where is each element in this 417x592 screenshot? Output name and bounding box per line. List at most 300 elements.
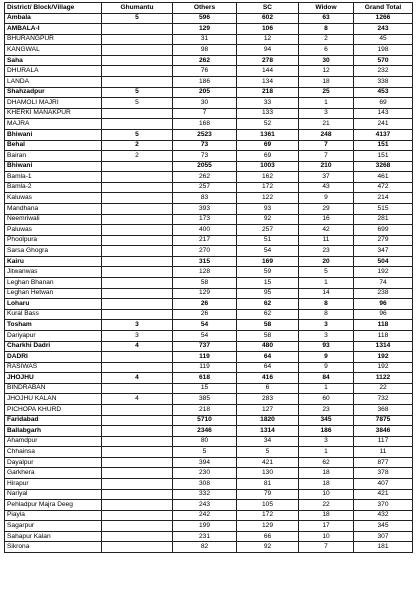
row-others-cell: 308 (173, 479, 237, 490)
row-widow-cell: 12 (299, 66, 354, 77)
row-others-cell: 173 (173, 214, 237, 225)
row-widow-cell: 16 (299, 214, 354, 225)
row-grand-total-cell: 241 (354, 119, 413, 130)
table-row (5, 341, 413, 352)
row-ghumantu-cell (102, 45, 173, 56)
row-ghumantu-cell (102, 426, 173, 437)
row-others-cell: 15 (173, 383, 237, 394)
row-widow-cell: 1 (299, 447, 354, 458)
table-row (5, 415, 413, 426)
row-others-cell: 262 (173, 172, 237, 183)
row-name-cell: BINDRABAN (5, 383, 102, 394)
row-name-cell: Sagarpur (5, 521, 102, 532)
row-name-cell: Tosham (5, 320, 102, 331)
row-grand-total-cell: 732 (354, 394, 413, 405)
row-ghumantu-cell (102, 447, 173, 458)
row-sc-cell: 12 (237, 34, 299, 45)
table-row (5, 436, 413, 447)
row-ghumantu-cell (102, 362, 173, 373)
row-sc-cell: 416 (237, 373, 299, 384)
row-sc-cell: 130 (237, 468, 299, 479)
row-others-cell: 128 (173, 267, 237, 278)
row-others-cell: 242 (173, 510, 237, 521)
row-sc-cell: 6 (237, 383, 299, 394)
row-ghumantu-cell: 4 (102, 394, 173, 405)
table-row (5, 362, 413, 373)
row-sc-cell: 79 (237, 489, 299, 500)
row-name-cell: Sahapur Kalan (5, 531, 102, 542)
row-widow-cell: 17 (299, 521, 354, 532)
row-sc-cell: 144 (237, 66, 299, 77)
header-grand-total: Grand Total (354, 3, 413, 14)
row-widow-cell: 3 (299, 330, 354, 341)
row-grand-total-cell: 11 (354, 447, 413, 458)
row-sc-cell: 169 (237, 256, 299, 267)
table-row (5, 87, 413, 98)
header-ghumantu: Ghumantu (102, 3, 173, 14)
row-name-cell: DHAMOLI MAJRI (5, 98, 102, 109)
row-widow-cell: 1 (299, 98, 354, 109)
table-row (5, 66, 413, 77)
table-row (5, 489, 413, 500)
row-ghumantu-cell: 5 (102, 13, 173, 24)
row-others-cell: 168 (173, 119, 237, 130)
row-widow-cell: 18 (299, 479, 354, 490)
row-others-cell: 2055 (173, 161, 237, 172)
table-row (5, 426, 413, 437)
table-row (5, 278, 413, 289)
row-grand-total-cell: 515 (354, 203, 413, 214)
table-row (5, 468, 413, 479)
row-others-cell: 596 (173, 13, 237, 24)
row-others-cell: 315 (173, 256, 237, 267)
row-widow-cell: 21 (299, 119, 354, 130)
row-name-cell: Dariyapur (5, 330, 102, 341)
row-ghumantu-cell (102, 542, 173, 553)
row-grand-total-cell: 143 (354, 108, 413, 119)
row-sc-cell: 66 (237, 531, 299, 542)
row-others-cell: 54 (173, 330, 237, 341)
row-grand-total-cell: 118 (354, 320, 413, 331)
row-widow-cell: 23 (299, 404, 354, 415)
row-name-cell: Bamla-2 (5, 182, 102, 193)
row-name-cell: Leghan Hetwan (5, 288, 102, 299)
row-name-cell: Kural Bass (5, 309, 102, 320)
row-sc-cell: 480 (237, 341, 299, 352)
table-row (5, 352, 413, 363)
table-row (5, 383, 413, 394)
row-widow-cell: 14 (299, 288, 354, 299)
row-ghumantu-cell: 4 (102, 373, 173, 384)
row-others-cell: 54 (173, 320, 237, 331)
row-widow-cell: 8 (299, 309, 354, 320)
row-others-cell: 618 (173, 373, 237, 384)
row-widow-cell: 42 (299, 225, 354, 236)
row-name-cell: JHOJHU (5, 373, 102, 384)
table-row (5, 24, 413, 35)
row-widow-cell: 18 (299, 77, 354, 88)
row-widow-cell: 3 (299, 108, 354, 119)
table-row (5, 373, 413, 384)
row-others-cell: 73 (173, 151, 237, 162)
table-row (5, 119, 413, 130)
table-row (5, 309, 413, 320)
row-grand-total-cell: 151 (354, 151, 413, 162)
table-row (5, 55, 413, 66)
row-others-cell: 205 (173, 87, 237, 98)
row-sc-cell: 129 (237, 521, 299, 532)
table-row (5, 531, 413, 542)
row-sc-cell: 95 (237, 288, 299, 299)
row-widow-cell: 10 (299, 531, 354, 542)
row-grand-total-cell: 461 (354, 172, 413, 183)
row-widow-cell: 9 (299, 362, 354, 373)
row-grand-total-cell: 370 (354, 500, 413, 511)
row-sc-cell: 34 (237, 436, 299, 447)
table-row (5, 151, 413, 162)
row-widow-cell: 7 (299, 151, 354, 162)
row-others-cell: 385 (173, 394, 237, 405)
row-widow-cell: 8 (299, 24, 354, 35)
row-name-cell: PICHOPA KHURD (5, 404, 102, 415)
row-grand-total-cell: 69 (354, 98, 413, 109)
table-row (5, 457, 413, 468)
row-grand-total-cell: 181 (354, 542, 413, 553)
row-grand-total-cell: 232 (354, 66, 413, 77)
row-name-cell: Jitwanwas (5, 267, 102, 278)
table-body (5, 13, 413, 552)
row-widow-cell: 7 (299, 542, 354, 553)
table-row (5, 182, 413, 193)
row-sc-cell: 69 (237, 151, 299, 162)
row-sc-cell: 58 (237, 330, 299, 341)
row-sc-cell: 257 (237, 225, 299, 236)
table-row (5, 235, 413, 246)
row-sc-cell: 81 (237, 479, 299, 490)
row-widow-cell: 37 (299, 172, 354, 183)
row-sc-cell: 172 (237, 182, 299, 193)
row-sc-cell: 162 (237, 172, 299, 183)
row-name-cell: Leghan Bhanan (5, 278, 102, 289)
row-ghumantu-cell (102, 404, 173, 415)
row-sc-cell: 1314 (237, 426, 299, 437)
row-ghumantu-cell: 2 (102, 151, 173, 162)
row-sc-cell: 94 (237, 45, 299, 56)
table-row (5, 193, 413, 204)
row-grand-total-cell: 214 (354, 193, 413, 204)
row-others-cell: 119 (173, 362, 237, 373)
row-ghumantu-cell (102, 500, 173, 511)
table-row (5, 13, 413, 24)
row-grand-total-cell: 151 (354, 140, 413, 151)
row-ghumantu-cell (102, 34, 173, 45)
row-sc-cell: 133 (237, 108, 299, 119)
row-sc-cell: 92 (237, 542, 299, 553)
row-name-cell: Sarsa Ghogra (5, 246, 102, 257)
row-sc-cell: 421 (237, 457, 299, 468)
row-ghumantu-cell (102, 225, 173, 236)
row-grand-total-cell: 699 (354, 225, 413, 236)
table-row (5, 447, 413, 458)
row-grand-total-cell: 1314 (354, 341, 413, 352)
row-name-cell: Dayalpur (5, 457, 102, 468)
row-widow-cell: 186 (299, 426, 354, 437)
row-widow-cell: 60 (299, 394, 354, 405)
table-row (5, 214, 413, 225)
row-widow-cell: 10 (299, 489, 354, 500)
row-grand-total-cell: 338 (354, 77, 413, 88)
row-widow-cell: 248 (299, 129, 354, 140)
row-grand-total-cell: 368 (354, 404, 413, 415)
table-header (5, 3, 413, 14)
table-row (5, 404, 413, 415)
row-grand-total-cell: 45 (354, 34, 413, 45)
table-row (5, 140, 413, 151)
row-name-cell: Behal (5, 140, 102, 151)
row-widow-cell: 18 (299, 468, 354, 479)
row-widow-cell: 9 (299, 193, 354, 204)
row-grand-total-cell: 421 (354, 489, 413, 500)
row-others-cell: 243 (173, 500, 237, 511)
row-others-cell: 332 (173, 489, 237, 500)
table-row (5, 542, 413, 553)
row-widow-cell: 25 (299, 87, 354, 98)
row-grand-total-cell: 345 (354, 521, 413, 532)
row-ghumantu-cell (102, 278, 173, 289)
row-grand-total-cell: 243 (354, 24, 413, 35)
row-ghumantu-cell (102, 161, 173, 172)
row-ghumantu-cell (102, 235, 173, 246)
row-grand-total-cell: 432 (354, 510, 413, 521)
table-row (5, 98, 413, 109)
row-others-cell: 5 (173, 447, 237, 458)
row-name-cell: Faridabad (5, 415, 102, 426)
table-row (5, 299, 413, 310)
row-others-cell: 400 (173, 225, 237, 236)
row-name-cell: Chhainsa (5, 447, 102, 458)
row-widow-cell: 1 (299, 383, 354, 394)
row-grand-total-cell: 96 (354, 299, 413, 310)
row-sc-cell: 122 (237, 193, 299, 204)
row-widow-cell: 63 (299, 13, 354, 24)
row-others-cell: 31 (173, 34, 237, 45)
row-widow-cell: 3 (299, 320, 354, 331)
row-others-cell: 2346 (173, 426, 237, 437)
row-name-cell: Phoolpura (5, 235, 102, 246)
row-sc-cell: 62 (237, 299, 299, 310)
row-widow-cell: 30 (299, 55, 354, 66)
row-grand-total-cell: 1122 (354, 373, 413, 384)
table-row (5, 500, 413, 511)
row-name-cell: AMBALA-I (5, 24, 102, 35)
row-others-cell: 7 (173, 108, 237, 119)
row-widow-cell: 3 (299, 436, 354, 447)
row-others-cell: 82 (173, 542, 237, 553)
beneficiary-table (4, 2, 413, 553)
row-grand-total-cell: 3846 (354, 426, 413, 437)
table-row (5, 225, 413, 236)
row-grand-total-cell: 3268 (354, 161, 413, 172)
row-name-cell: RASIWAS (5, 362, 102, 373)
row-name-cell: Kairu (5, 256, 102, 267)
table-row (5, 479, 413, 490)
row-name-cell: Ballabgarh (5, 426, 102, 437)
row-others-cell: 394 (173, 457, 237, 468)
row-name-cell: Bairan (5, 151, 102, 162)
row-sc-cell: 283 (237, 394, 299, 405)
row-grand-total-cell: 238 (354, 288, 413, 299)
row-name-cell: KHERKI MANAKPUR (5, 108, 102, 119)
table-row (5, 510, 413, 521)
table-row (5, 256, 413, 267)
row-widow-cell: 6 (299, 45, 354, 56)
table-row (5, 45, 413, 56)
row-grand-total-cell: 504 (354, 256, 413, 267)
row-others-cell: 231 (173, 531, 237, 542)
row-others-cell: 30 (173, 98, 237, 109)
row-sc-cell: 64 (237, 352, 299, 363)
row-grand-total-cell: 281 (354, 214, 413, 225)
row-ghumantu-cell (102, 521, 173, 532)
row-others-cell: 270 (173, 246, 237, 257)
row-widow-cell: 9 (299, 352, 354, 363)
row-sc-cell: 54 (237, 246, 299, 257)
table-row (5, 129, 413, 140)
row-widow-cell: 11 (299, 235, 354, 246)
row-name-cell: Nariyal (5, 489, 102, 500)
row-ghumantu-cell (102, 172, 173, 183)
row-ghumantu-cell (102, 309, 173, 320)
row-grand-total-cell: 472 (354, 182, 413, 193)
table-row (5, 246, 413, 257)
row-widow-cell: 2 (299, 34, 354, 45)
row-ghumantu-cell (102, 415, 173, 426)
row-others-cell: 58 (173, 278, 237, 289)
row-sc-cell: 51 (237, 235, 299, 246)
row-name-cell: Saha (5, 55, 102, 66)
row-others-cell: 76 (173, 66, 237, 77)
table-row (5, 108, 413, 119)
row-others-cell: 119 (173, 352, 237, 363)
row-ghumantu-cell: 3 (102, 320, 173, 331)
row-ghumantu-cell (102, 510, 173, 521)
row-sc-cell: 1820 (237, 415, 299, 426)
row-others-cell: 80 (173, 436, 237, 447)
row-sc-cell: 1361 (237, 129, 299, 140)
row-name-cell: MAJRA (5, 119, 102, 130)
row-name-cell: Neemriwali (5, 214, 102, 225)
header-row (5, 3, 413, 14)
row-ghumantu-cell (102, 77, 173, 88)
table-row (5, 288, 413, 299)
row-ghumantu-cell (102, 24, 173, 35)
row-sc-cell: 105 (237, 500, 299, 511)
row-sc-cell: 106 (237, 24, 299, 35)
row-widow-cell: 29 (299, 203, 354, 214)
row-ghumantu-cell: 5 (102, 129, 173, 140)
row-ghumantu-cell (102, 246, 173, 257)
header-others: Others (173, 3, 237, 14)
row-name-cell: Hirapur (5, 479, 102, 490)
table-row (5, 394, 413, 405)
table-row (5, 77, 413, 88)
row-sc-cell: 52 (237, 119, 299, 130)
row-grand-total-cell: 198 (354, 45, 413, 56)
row-ghumantu-cell (102, 383, 173, 394)
row-ghumantu-cell (102, 267, 173, 278)
row-widow-cell: 62 (299, 457, 354, 468)
row-others-cell: 73 (173, 140, 237, 151)
row-name-cell: DHURALA (5, 66, 102, 77)
row-grand-total-cell: 407 (354, 479, 413, 490)
row-others-cell: 5710 (173, 415, 237, 426)
row-grand-total-cell: 453 (354, 87, 413, 98)
row-name-cell: Mandhana (5, 203, 102, 214)
table-row (5, 203, 413, 214)
row-grand-total-cell: 118 (354, 330, 413, 341)
header-widow: Widow (299, 3, 354, 14)
row-grand-total-cell: 192 (354, 352, 413, 363)
row-widow-cell: 5 (299, 267, 354, 278)
row-name-cell: Sikrona (5, 542, 102, 553)
row-ghumantu-cell (102, 479, 173, 490)
row-others-cell: 737 (173, 341, 237, 352)
row-sc-cell: 127 (237, 404, 299, 415)
row-ghumantu-cell: 5 (102, 98, 173, 109)
row-grand-total-cell: 877 (354, 457, 413, 468)
row-name-cell: KANGWAL (5, 45, 102, 56)
row-name-cell: Garkhera (5, 468, 102, 479)
row-widow-cell: 22 (299, 500, 354, 511)
row-name-cell: Shahzadpur (5, 87, 102, 98)
row-ghumantu-cell (102, 119, 173, 130)
row-widow-cell: 84 (299, 373, 354, 384)
row-widow-cell: 23 (299, 246, 354, 257)
row-sc-cell: 62 (237, 309, 299, 320)
row-others-cell: 26 (173, 299, 237, 310)
row-widow-cell: 93 (299, 341, 354, 352)
row-grand-total-cell: 4137 (354, 129, 413, 140)
row-widow-cell: 7 (299, 140, 354, 151)
row-ghumantu-cell (102, 436, 173, 447)
row-ghumantu-cell: 3 (102, 330, 173, 341)
row-name-cell: Bamla-1 (5, 172, 102, 183)
row-name-cell: BHURANGPUR (5, 34, 102, 45)
row-sc-cell: 15 (237, 278, 299, 289)
row-widow-cell: 18 (299, 510, 354, 521)
row-sc-cell: 93 (237, 203, 299, 214)
row-others-cell: 83 (173, 193, 237, 204)
row-others-cell: 2523 (173, 129, 237, 140)
row-sc-cell: 58 (237, 320, 299, 331)
row-ghumantu-cell (102, 299, 173, 310)
row-name-cell: Paluwas (5, 225, 102, 236)
row-name-cell: DADRI (5, 352, 102, 363)
row-sc-cell: 1003 (237, 161, 299, 172)
row-grand-total-cell: 192 (354, 267, 413, 278)
row-others-cell: 98 (173, 45, 237, 56)
row-grand-total-cell: 74 (354, 278, 413, 289)
row-ghumantu-cell (102, 352, 173, 363)
row-grand-total-cell: 117 (354, 436, 413, 447)
row-grand-total-cell: 347 (354, 246, 413, 257)
row-ghumantu-cell: 2 (102, 140, 173, 151)
row-name-cell: Ambala (5, 13, 102, 24)
row-ghumantu-cell (102, 182, 173, 193)
row-others-cell: 230 (173, 468, 237, 479)
row-ghumantu-cell (102, 203, 173, 214)
row-sc-cell: 172 (237, 510, 299, 521)
